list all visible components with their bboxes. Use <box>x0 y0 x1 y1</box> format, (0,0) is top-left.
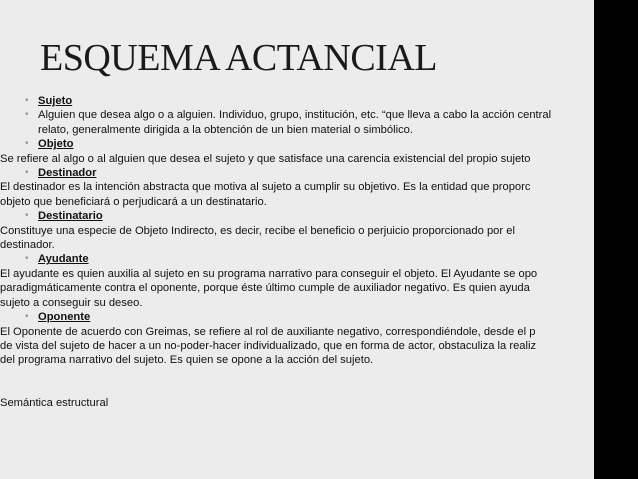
bullet-objeto <box>0 137 594 151</box>
bullet-dot-icon: • <box>25 210 29 222</box>
bullet-oponente <box>0 310 594 324</box>
bullet-dot-icon: • <box>25 311 29 323</box>
footer-source: Semántica estructural <box>0 396 109 409</box>
bullet-dot-icon: • <box>25 109 29 121</box>
destinador-text-2: objeto que beneficiará o perjudicará a un destinatario. <box>0 195 267 208</box>
heading-destinatario: Destinatario <box>38 210 103 223</box>
right-sidebar-bar <box>594 0 638 479</box>
bullet-destinador <box>0 166 594 180</box>
oponente-text-3: del programa narrativo del sujeto. Es quien se opone a la acción del sujeto. <box>0 354 374 367</box>
destinatario-text-2: destinador. <box>0 239 55 252</box>
ayudante-text-1: El ayudante es quien auxilia al sujeto en su programa narrativo para conseguir el objeto. El Ayudante se opo <box>0 267 538 280</box>
heading-oponente: Oponente <box>38 311 91 324</box>
oponente-text-1: El Oponente de acuerdo con Greimas, se refiere al rol de auxiliante negativo, correspondiéndole, desde el p <box>0 325 536 338</box>
oponente-text-2: de vista del sujeto de hacer a un no-poder-hacer individualizado, que en forma de actor, obstaculiza la realiz <box>0 339 537 352</box>
slide-body <box>0 94 594 410</box>
sujeto-text-2: relato, generalmente dirigida a la obtención de un bien material o simbólico. <box>38 123 414 136</box>
bullet-sujeto <box>0 94 594 108</box>
bullet-dot-icon: • <box>25 253 29 265</box>
heading-objeto: Objeto <box>38 138 74 151</box>
sujeto-text-1: Alguien que desea algo o a alguien. Individuo, grupo, institución, etc. “que lleva a cabo la acción central <box>38 109 552 122</box>
heading-destinador: Destinador <box>38 167 97 180</box>
bullet-ayudante <box>0 252 594 266</box>
objeto-text-1: Se refiere al algo o al alguien que desea el sujeto y que satisface una carencia existencial del propio sujeto <box>0 152 531 165</box>
bullet-destinatario <box>0 209 594 223</box>
spacer <box>0 368 594 396</box>
bullet-dot-icon: • <box>25 95 29 106</box>
destinador-text-1: El destinador es la intención abstracta que motiva al sujeto a cumplir su objetivo. Es la entidad que proporc <box>0 181 531 194</box>
bullet-dot-icon: • <box>25 138 29 150</box>
ayudante-text-2: paradigmáticamente contra el oponente, porque éste último cumple de auxiliador negativo. Es quien ayuda <box>0 282 530 295</box>
bullet-dot-icon: • <box>25 167 29 179</box>
slide-title: ESQUEMA ACTANCIAL <box>40 37 437 79</box>
destinatario-text-1: Constituye una especie de Objeto Indirecto, es decir, recibe el beneficio o perjuicio proporcionado por el <box>0 224 515 237</box>
bullet-sujeto-description <box>0 108 594 122</box>
ayudante-text-3: sujeto a conseguir su deseo. <box>0 296 143 309</box>
heading-ayudante: Ayudante <box>38 253 89 266</box>
heading-sujeto: Sujeto <box>38 95 73 107</box>
